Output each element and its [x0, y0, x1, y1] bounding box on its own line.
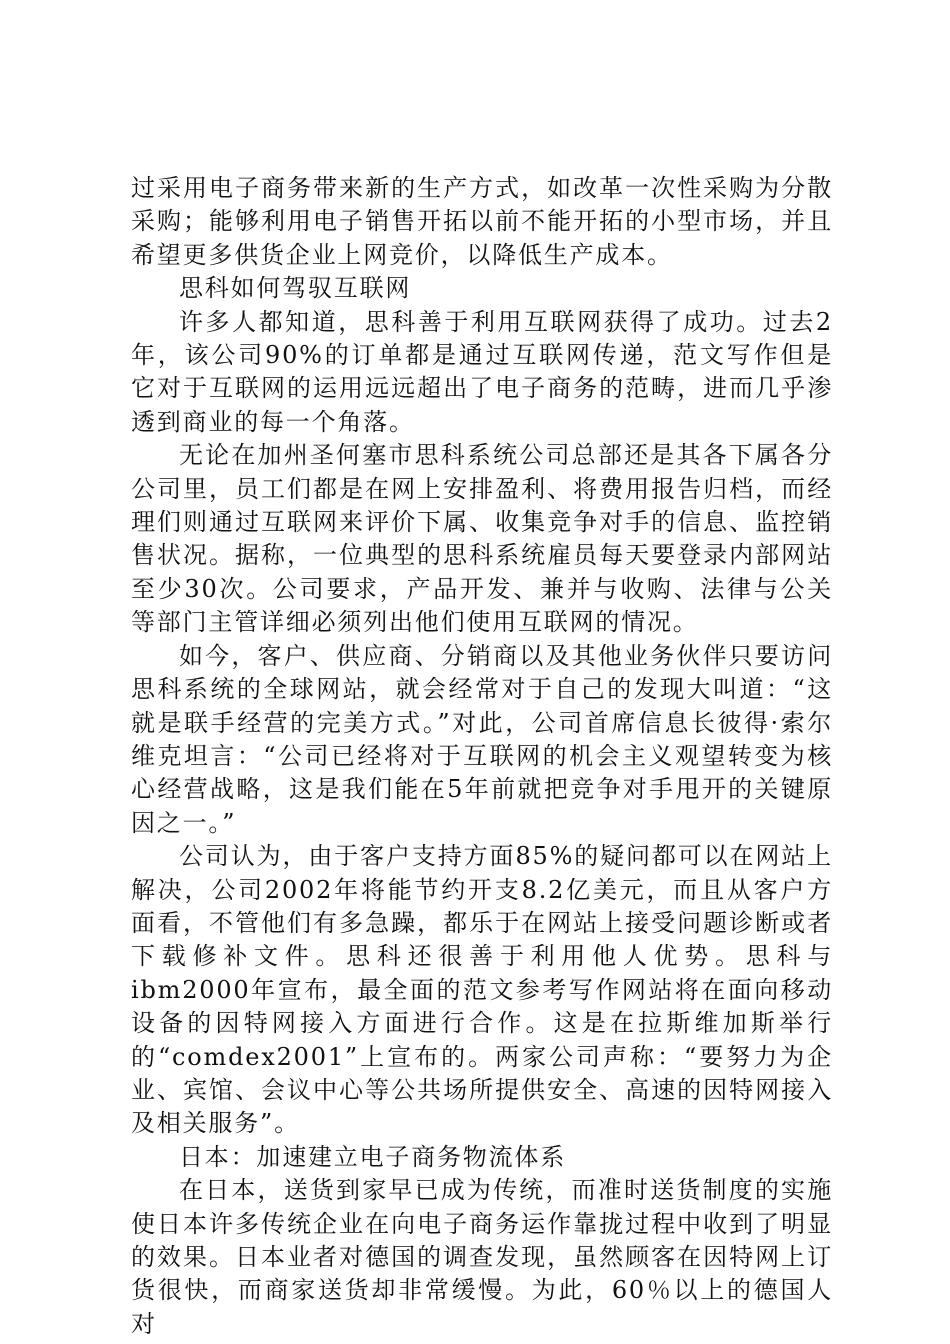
document-page: [131, 172, 833, 1341]
paragraph-cisco-intro: 许多人都知道，思科善于利用互联网获得了成功。过去2年，该公司90%的订单都是通过互联网传递，范文写作但是它对于互联网的运用远远超出了电子商务的范畴，进而几乎渗透到商业的每一个角落。: [131, 307, 833, 436]
paragraph-japan-logistics: 在日本，送货到家早已成为传统，而准时送货制度的实施使日本许多传统企业在向电子商务运作靠拢过程中收到了明显的效果。日本业者对德国的调查发现，虽然顾客在因特网上订货很快，而商家送货却非常缓慢。为此，60％以上的德国人对: [131, 1176, 833, 1338]
paragraph-continuation: 过采用电子商务带来新的生产方式，如改革一次性采购为分散采购；能够利用电子销售开拓以前不能开拓的小型市场，并且希望更多供货企业上网竞价，以降低生产成本。: [131, 174, 833, 269]
section-heading-japan: 日本：加速建立电子商务物流体系: [179, 1142, 566, 1171]
paragraph-cisco-employees: 无论在加州圣何塞市思科系统公司总部还是其各下属各分公司里，员工们都是在网上安排盈利、将费用报告归档，而经理们则通过互联网来评价下属、收集竞争对手的信息、监控销售状况。据称，一位典型的思科系统雇员每天要登录内部网站至少30次。公司要求，产品开发、兼并与收购、法律与公关等部门主管详细必须列出他们使用互联网的情况。: [131, 441, 833, 637]
paragraph-cisco-savings: 公司认为，由于客户支持方面85%的疑问都可以在网站上解决，公司2002年将能节约开支8.2亿美元，而且从客户方面看，不管他们有多急躁，都乐于在网站上接受问题诊断或者下载修补文件。思科还很善于利用他人优势。思科与ibm2000年宣布，最全面的范文参考写作网站将在面向移动设备的因特网接入方面进行合作。这是在拉斯维加斯举行的“comdex2001”上宣布的。两家公司声称：“要努力为企业、宾馆、会议中心等公共场所提供安全、高速的因特网接入及相关服务”。: [131, 842, 833, 1138]
section-heading-cisco: 思科如何驾驭互联网: [179, 274, 412, 303]
paragraph-cisco-partners: 如今，客户、供应商、分销商以及其他业务伙伴只要访问思科系统的全球网站，就会经常对于自己的发现大叫道：“这就是联手经营的完美方式。”对此，公司首席信息长彼得·索尔维克坦言：“公司已经将对于互联网的机会主义观望转变为核心经营战略，这是我们能在5年前就把竞争对手甩开的关键原因之一。”: [131, 641, 833, 837]
